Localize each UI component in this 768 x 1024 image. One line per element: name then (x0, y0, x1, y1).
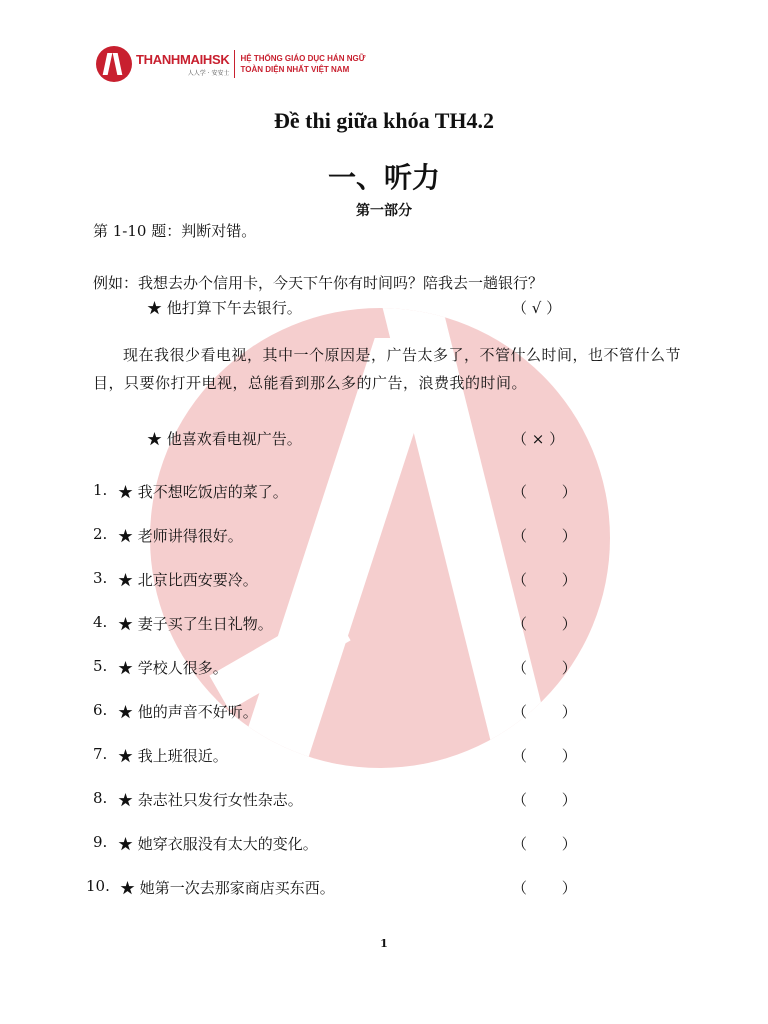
question-statement: ★ 我上班很近。 (118, 747, 228, 765)
question-statement: ★ 我不想吃饭店的菜了。 (118, 483, 288, 501)
example-statement-2: ★ 他喜欢看电视广告。 (147, 430, 302, 448)
question-statement: ★ 北京比西安要冷。 (118, 571, 258, 589)
question-number: 2. (93, 525, 108, 543)
question-number: 9. (93, 833, 108, 851)
answer-blank[interactable]: （ ） (512, 659, 577, 677)
answer-blank[interactable]: （ ） (512, 483, 577, 501)
question-number: 6. (93, 701, 108, 719)
answer-blank[interactable]: （ ） (512, 879, 577, 897)
example-statement: ★ 他打算下午去银行。 (147, 299, 302, 317)
brand-name: THANHMAIHSK (136, 51, 230, 67)
instruction: 第 1-10 题：判断对错。 (93, 222, 257, 240)
answer-blank[interactable]: （ ） (512, 747, 577, 765)
question-statement: ★ 他的声音不好听。 (118, 703, 258, 721)
answer-blank[interactable]: （ ） (512, 835, 577, 853)
example-answer: （ √ ） (512, 299, 562, 317)
question-statement: ★ 她第一次去那家商店买东西。 (120, 879, 335, 897)
question-number: 10. (86, 877, 110, 895)
question-statement: ★ 杂志社只发行女性杂志。 (118, 791, 303, 809)
question-number: 4. (93, 613, 108, 631)
answer-blank[interactable]: （ ） (512, 615, 577, 633)
question-number: 5. (93, 657, 108, 675)
question-statement: ★ 学校人很多。 (118, 659, 228, 677)
logo-icon (96, 46, 132, 82)
header-logo (96, 44, 365, 84)
answer-blank[interactable]: （ ） (512, 791, 577, 809)
question-number: 1. (93, 481, 108, 499)
part-heading: 第一部分 (356, 203, 412, 219)
question-statement: ★ 妻子买了生日礼物。 (118, 615, 273, 633)
example-answer-2: （ × ） (512, 430, 565, 448)
answer-blank[interactable]: （ ） (512, 527, 577, 545)
example-prompt: 例如：我想去办个信用卡，今天下午你有时间吗？陪我去一趟银行？ (93, 274, 544, 292)
question-number: 7. (93, 745, 108, 763)
brand-tagline: 人人学 · 安安士 (187, 69, 230, 77)
page-number: 1 (380, 937, 388, 950)
answer-blank[interactable]: （ ） (512, 571, 577, 589)
question-number: 8. (93, 789, 108, 807)
answer-blank[interactable]: （ ） (512, 703, 577, 721)
logo-divider (234, 50, 235, 78)
question-number: 3. (93, 569, 108, 587)
slogan: HỆ THỐNG GIÁO DỤC HÁN NGỮ TOÀN DIỆN NHẤT VIỆT NAM (240, 54, 366, 74)
section-heading: 一、听力 (327, 161, 440, 194)
question-statement: ★ 老师讲得很好。 (118, 527, 243, 545)
question-statement: ★ 她穿衣服没有太大的变化。 (118, 835, 318, 853)
example-passage: 现在我很少看电视，其中一个原因是，广告太多了，不管什么时间，也不管什么节目，只要你打开电视，总能看到那么多的广告，浪费我的时间。 (93, 346, 682, 392)
page-title: Đề thi giữa khóa TH4.2 (274, 108, 494, 133)
